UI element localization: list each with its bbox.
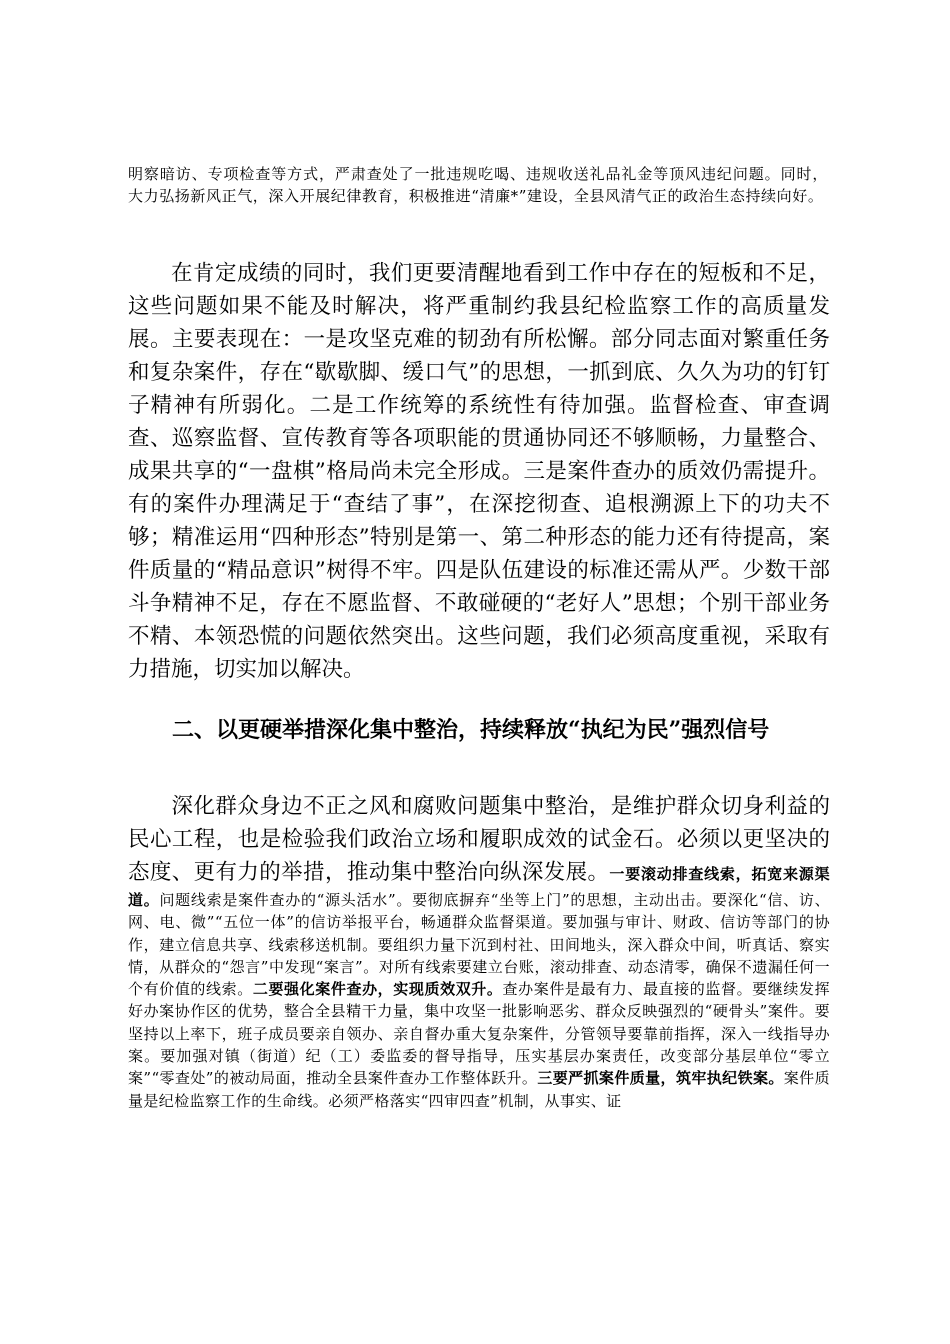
point1-title: 一要滚动排查线索，拓宽来源渠道。: [128, 865, 830, 909]
point2-body: 查办案件是最有力、最直接的监督。要继续发挥好办案协作区的优势，整合全县精干力量，集中攻坚一批影响恶劣、群众反映强烈的“硬骨头”案件。要坚持以上率下，班子成员要亲自领办、亲自督办重大复杂案件，分管领导要靠前指挥，深入一线指导办案。要加强对镇（街道）纪（工）委监委的督导指导，压实基层办案责任，改变部分基层单位“零立案”“零查处”的被动局面，推动全县案件查办工作整体跃升。: [128, 980, 831, 1088]
section-detail-text: [128, 865, 830, 1110]
section-heading: 二、以更硬举措深化集中整治，持续释放“执纪为民”强烈信号: [172, 717, 770, 743]
section-paragraph: [128, 790, 830, 1112]
point1-body: 问题线索是案件查办的“源头活水”。要彻底摒弃“坐等上门”的思想，主动出击。要深化“信、访、网、电、微”“五位一体”的信访举报平台，畅通群众监督渠道。要加强与审计、财政、信访等部门的协作，建立信息共享、线索移送机制。要组织力量下沉到村社、田间地头，深入群众中间，听真话、察实情，从群众的“怨言”中发现“案言”。对所有线索要建立台账，滚动排查、动态清零，确保不遗漏任何一个有价值的线索。: [128, 891, 830, 999]
section-lead-text: 深化群众身边不正之风和腐败问题集中整治，是维护群众切身利益的民心工程，也是检验我们政治立场和履职成效的试金石。必须以更坚决的态度、更有力的举措，推动集中整治向纵深发展。: [128, 794, 830, 885]
problems-paragraph: 在肯定成绩的同时，我们更要清醒地看到工作中存在的短板和不足，这些问题如果不能及时解决，将严重制约我县纪检监察工作的高质量发展。主要表现在：一是攻坚克难的韧劲有所松懈。部分同志面对繁重任务和复杂案件，存在“歇歇脚、缓口气”的思想，一抓到底、久久为功的钉钉子精神有所弱化。二是工作统筹的系统性有待加强。监督检查、审查调查、巡察监督、宣传教育等各项职能的贯通协同还不够顺畅，力量整合、成果共享的“一盘棋”格局尚未完全形成。三是案件查办的质效仍需提升。有的案件办理满足于“查结了事”，在深挖彻查、追根溯源上下的功夫不够；精准运用“四种形态”特别是第一、第二种形态的能力还有待提高，案件质量的“精品意识”树得不牢。四是队伍建设的标准还需从严。少数干部斗争精神不足，存在不愿监督、不敢碰硬的“老好人”思想；个别干部业务不精、本领恐慌的问题依然突出。这些问题，我们必须高度重视，采取有力措施，切实加以解决。: [128, 261, 830, 682]
point2-title: 二要强化案件查办，实现质效双升。: [252, 980, 503, 999]
top-paragraph: 明察暗访、专项检查等方式，严肃查处了一批违规吃喝、违规收送礼品礼金等顶风违纪问题。同时，大力弘扬新风正气，深入开展纪律教育，积极推进“清廉*”建设，全县风清气正的政治生态持续向好。: [128, 165, 828, 205]
point3-title: 三要严抓案件质量，筑牢执纪铁案。: [537, 1069, 784, 1088]
point3-body: 案件质量是纪检监察工作的生命线。必须严格落实“四审四查”机制，从事实、证: [128, 1069, 830, 1110]
